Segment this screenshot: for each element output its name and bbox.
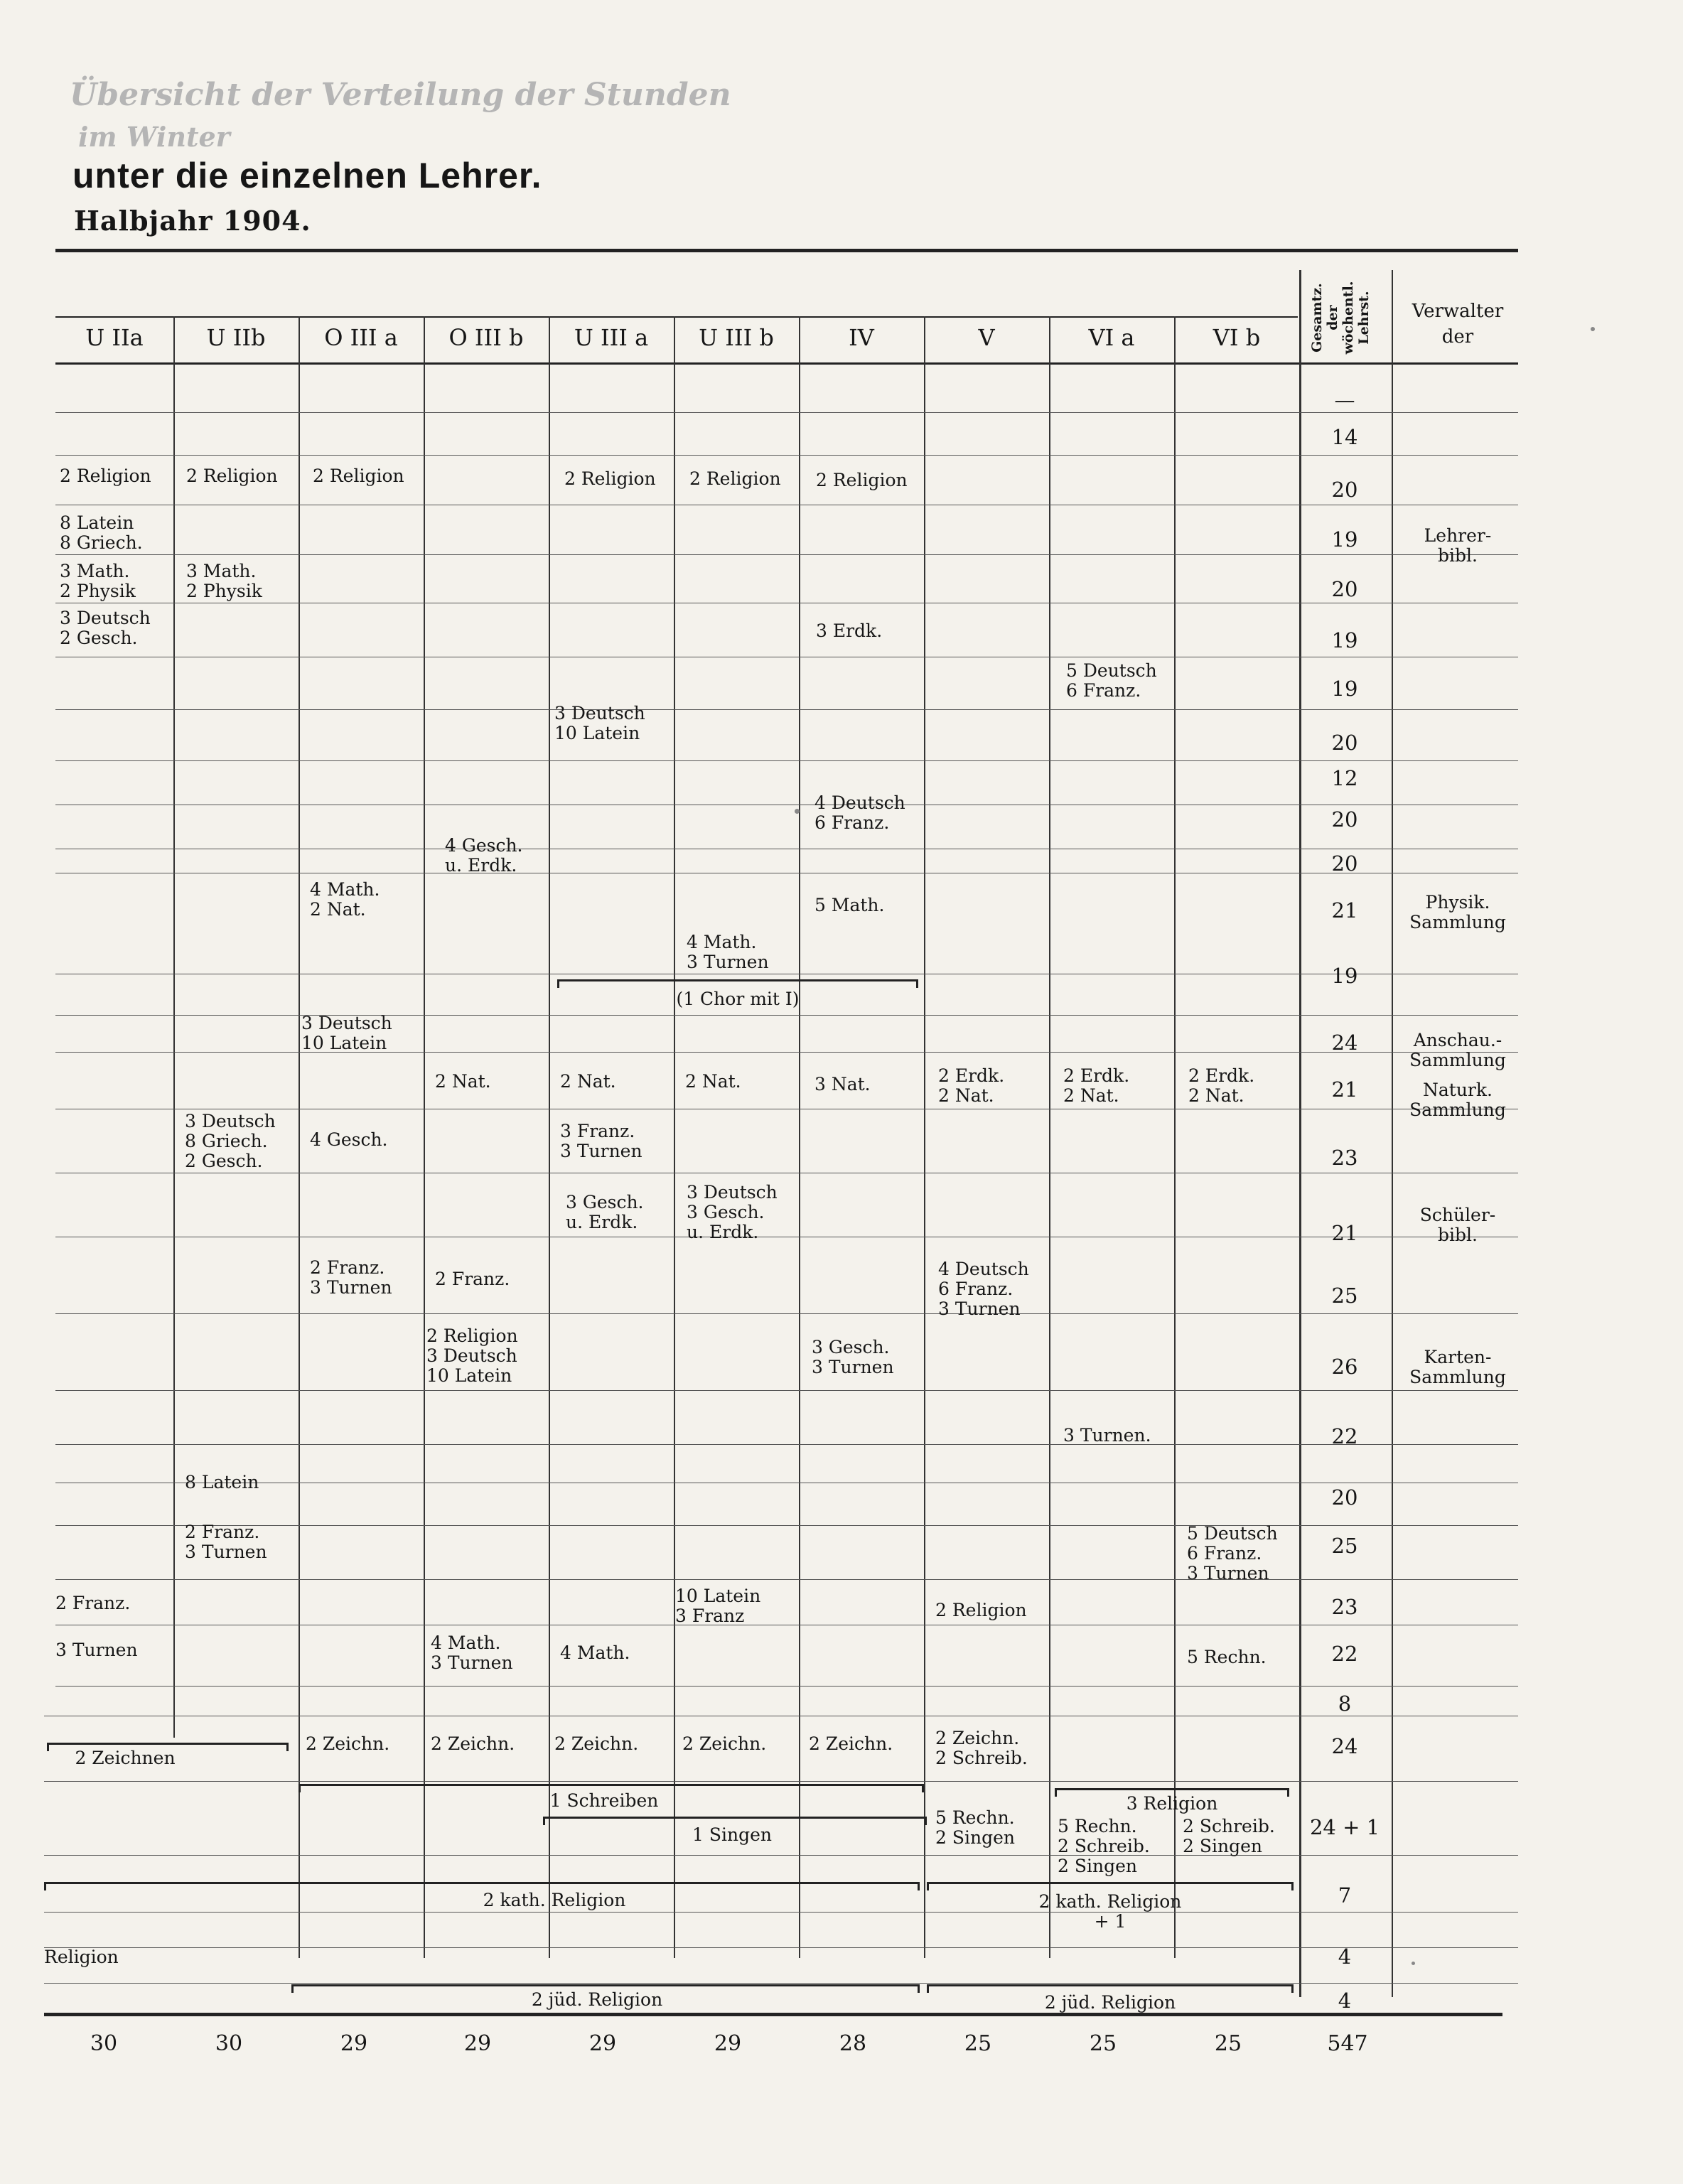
cell-r28c5: 2 Zeichn. xyxy=(554,1733,639,1754)
total-value: 25 xyxy=(1331,1284,1358,1308)
total-value: 20 xyxy=(1331,851,1358,876)
cell-r13c7: 5 Math. xyxy=(814,895,885,915)
col-header-u3a: U III a xyxy=(574,324,649,351)
cell-r19c5: 3 Gesch. u. Erdk. xyxy=(566,1192,644,1232)
sum-value: 29 xyxy=(340,2031,368,2056)
row-line xyxy=(55,1015,1518,1016)
cell-r12c4: 4 Gesch. u. Erdk. xyxy=(445,835,523,876)
verwalter-naturk: Naturk. Sammlung xyxy=(1409,1080,1506,1120)
cell-r18c3: 4 Gesch. xyxy=(310,1129,388,1150)
verwalter-schuelerbibl: Schüler- bibl. xyxy=(1419,1205,1496,1245)
col-line-5 xyxy=(674,316,675,1958)
cell-r17c9: 2 Erdk. 2 Nat. xyxy=(1063,1065,1130,1106)
col-header-o3b: O III b xyxy=(448,324,524,351)
cell-kath-right: 2 kath. Religion + 1 xyxy=(1038,1891,1182,1932)
cell-r13c3: 4 Math. 2 Nat. xyxy=(310,879,380,920)
brace-chor xyxy=(557,979,918,989)
row-line xyxy=(55,1444,1518,1445)
sum-rule xyxy=(44,2013,1502,2016)
cell-r18c2: 3 Deutsch 8 Griech. 2 Gesch. xyxy=(185,1111,276,1171)
cell-r28c8: 2 Zeichn. 2 Schreib. xyxy=(935,1728,1028,1768)
cell-r7c1: 3 Deutsch 2 Gesch. xyxy=(60,608,151,648)
scan-speck xyxy=(1412,1962,1415,1965)
cell-r26c5: 4 Math. xyxy=(560,1642,630,1663)
total-value: 19 xyxy=(1331,677,1358,701)
total-value: 21 xyxy=(1331,1221,1358,1245)
col-line-2 xyxy=(299,316,300,1958)
total-value: 12 xyxy=(1331,766,1358,790)
cell-r17c6: 2 Nat. xyxy=(685,1071,741,1092)
cell-r11c7: 4 Deutsch 6 Franz. xyxy=(814,792,905,833)
header-rule-top xyxy=(55,316,1298,318)
total-value: 19 xyxy=(1331,628,1358,652)
total-value: 21 xyxy=(1331,1077,1358,1102)
sum-value: 29 xyxy=(588,2031,617,2056)
cell-r25c1: 2 Franz. xyxy=(55,1593,131,1613)
cell-r17c4: 2 Nat. xyxy=(435,1071,491,1092)
cell-zeichnen-left: 2 Zeichnen xyxy=(75,1748,176,1768)
col-line-10 xyxy=(1299,270,1301,1997)
row-line xyxy=(44,1983,1518,1984)
cell-r4c6: 2 Religion xyxy=(689,468,781,489)
cell-r29c9: 5 Rechn. 2 Schreib. 2 Singen xyxy=(1058,1816,1150,1876)
scan-speck xyxy=(1591,327,1595,331)
total-value: 4 xyxy=(1338,1989,1352,2013)
sum-value: 30 xyxy=(90,2031,118,2056)
total-value: 25 xyxy=(1331,1534,1358,1558)
total-value: 24 xyxy=(1331,1031,1358,1055)
cell-r7c7: 3 Erdk. xyxy=(816,620,883,641)
cell-r26c4: 4 Math. 3 Turnen xyxy=(431,1632,513,1673)
cell-religion-3: 3 Religion xyxy=(1126,1793,1218,1814)
total-value: 22 xyxy=(1331,1424,1358,1448)
col-header-u3b: U III b xyxy=(699,324,774,351)
cell-r20c8: 4 Deutsch 6 Franz. 3 Turnen xyxy=(938,1259,1029,1319)
sum-value: 25 xyxy=(964,2031,992,2056)
row-line xyxy=(44,1855,1518,1856)
cell-r24c10: 5 Deutsch 6 Franz. 3 Turnen xyxy=(1187,1523,1278,1583)
col-line-7 xyxy=(924,316,925,1958)
col-line-11 xyxy=(1392,270,1393,1997)
total-value: 4 xyxy=(1338,1944,1352,1969)
total-value: 20 xyxy=(1331,807,1358,832)
cell-r28c6: 2 Zeichn. xyxy=(682,1733,767,1754)
verwalter-lehrerbibl: Lehrer- bibl. xyxy=(1424,525,1492,566)
cell-r6c1: 3 Math. 2 Physik xyxy=(60,561,136,601)
sum-value: 30 xyxy=(215,2031,243,2056)
cell-r17c7: 3 Nat. xyxy=(814,1074,871,1094)
cell-jued-right: 2 jüd. Religion xyxy=(1044,1992,1176,2013)
col-header-iv: IV xyxy=(849,324,874,351)
cell-r8c9: 5 Deutsch 6 Franz. xyxy=(1066,660,1157,701)
col-header-u2b: U IIb xyxy=(206,324,266,351)
row-line xyxy=(55,709,1518,710)
cell-r19c6: 3 Deutsch 3 Gesch. u. Erdk. xyxy=(687,1182,778,1242)
sum-value: 29 xyxy=(463,2031,492,2056)
cell-r9c5: 3 Deutsch 10 Latein xyxy=(554,703,645,743)
col-line-8 xyxy=(1049,316,1050,1958)
total-value: 20 xyxy=(1331,478,1358,502)
cell-r16c3: 3 Deutsch 10 Latein xyxy=(301,1013,392,1053)
page-subtitle: Halbjahr 1904. xyxy=(74,205,311,237)
brace-kath-right xyxy=(927,1882,1294,1891)
cell-schreiben: 1 Schreiben xyxy=(549,1790,659,1811)
total-value: 24 + 1 xyxy=(1309,1815,1380,1839)
cell-r21c7: 3 Gesch. 3 Turnen xyxy=(812,1337,894,1377)
total-value: 7 xyxy=(1338,1883,1352,1908)
col-header-o3a: O III a xyxy=(324,324,398,351)
cell-jued-left: 2 jüd. Religion xyxy=(531,1989,663,2010)
sum-value: 25 xyxy=(1089,2031,1117,2056)
row-line xyxy=(55,455,1518,456)
col-line-9 xyxy=(1174,316,1176,1958)
ghost-heading-2: im Winter xyxy=(78,121,230,153)
cell-singen: 1 Singen xyxy=(692,1824,772,1845)
cell-r4c2: 2 Religion xyxy=(186,466,278,486)
cell-r4c3: 2 Religion xyxy=(313,466,404,486)
total-value: — xyxy=(1334,388,1355,412)
sum-value: 547 xyxy=(1327,2031,1368,2056)
row-line xyxy=(55,1579,1518,1580)
total-value: 8 xyxy=(1338,1691,1352,1716)
cell-r22c9: 3 Turnen. xyxy=(1063,1425,1151,1446)
total-value: 20 xyxy=(1331,731,1358,755)
sum-value: 25 xyxy=(1214,2031,1242,2056)
total-value: 19 xyxy=(1331,964,1358,988)
ghost-heading-1: Übersicht der Verteilung der Stunden xyxy=(70,77,731,113)
row-line xyxy=(44,1912,1518,1913)
total-value: 21 xyxy=(1331,898,1358,922)
verwalter-karten: Karten- Sammlung xyxy=(1409,1347,1506,1387)
sum-value: 29 xyxy=(714,2031,742,2056)
total-value: 22 xyxy=(1331,1642,1358,1666)
cell-r26c10: 5 Rechn. xyxy=(1187,1647,1267,1667)
col-header-verwalter: Verwalter der xyxy=(1412,301,1504,348)
total-value: 23 xyxy=(1331,1146,1358,1170)
cell-r21c4: 2 Religion 3 Deutsch 10 Latein xyxy=(426,1325,518,1386)
page-title: unter die einzelnen Lehrer. xyxy=(72,156,542,195)
cell-r4c1: 2 Religion xyxy=(60,466,151,486)
cell-r6c2: 3 Math. 2 Physik xyxy=(186,561,262,601)
row-line xyxy=(44,1781,1518,1782)
row-line xyxy=(55,412,1518,413)
cell-chor: (1 Chor mit I) xyxy=(676,989,800,1009)
total-value: 19 xyxy=(1331,527,1358,552)
cell-r26c1: 3 Turnen xyxy=(55,1640,138,1660)
cell-r29c8: 5 Rechn. 2 Singen xyxy=(935,1807,1015,1848)
verwalter-anschau: Anschau.- Sammlung xyxy=(1409,1030,1506,1070)
cell-r25c6: 10 Latein 3 Franz xyxy=(675,1586,761,1626)
cell-r24c2: 2 Franz. 3 Turnen xyxy=(185,1522,267,1562)
cell-r17c8: 2 Erdk. 2 Nat. xyxy=(938,1065,1005,1106)
verwalter-physik: Physik. Sammlung xyxy=(1409,892,1506,932)
col-header-v: V xyxy=(978,324,995,351)
cell-r29c10: 2 Schreib. 2 Singen xyxy=(1183,1816,1275,1856)
cell-kath-left: 2 kath. Religion xyxy=(483,1890,626,1910)
col-header-u2a: U IIa xyxy=(85,324,144,351)
total-value: 23 xyxy=(1331,1595,1358,1619)
row-line xyxy=(55,1052,1518,1053)
total-value: 20 xyxy=(1331,577,1358,601)
total-value: 14 xyxy=(1331,425,1358,449)
cell-r17c5: 2 Nat. xyxy=(560,1071,616,1092)
row-line xyxy=(55,1525,1518,1526)
row-line xyxy=(55,1390,1518,1391)
cell-r23c2: 8 Latein xyxy=(185,1472,259,1492)
cell-r28c7: 2 Zeichn. xyxy=(809,1733,893,1754)
cell-r28c4: 2 Zeichn. xyxy=(431,1733,515,1754)
col-line-3 xyxy=(424,316,425,1958)
row-line xyxy=(55,1313,1518,1314)
col-header-total: Gesamtz. der wöchentl. Lehrst. xyxy=(1309,281,1372,355)
col-line-1 xyxy=(173,316,175,1738)
row-line xyxy=(44,1947,1518,1948)
cell-r20c4: 2 Franz. xyxy=(435,1269,510,1289)
cell-r4c5: 2 Religion xyxy=(564,468,656,489)
row-line xyxy=(55,554,1518,555)
col-line-4 xyxy=(549,316,550,1958)
cell-r18c5: 3 Franz. 3 Turnen xyxy=(560,1121,642,1161)
cell-r25c8: 2 Religion xyxy=(935,1600,1027,1620)
cell-religion-left: Religion xyxy=(44,1947,119,1967)
col-line-6 xyxy=(799,316,800,1958)
scan-speck xyxy=(795,809,800,814)
total-value: 20 xyxy=(1331,1485,1358,1510)
row-line xyxy=(55,760,1518,761)
cell-r17c10: 2 Erdk. 2 Nat. xyxy=(1188,1065,1255,1106)
col-header-vib: VI b xyxy=(1212,324,1261,351)
cell-r4c7: 2 Religion xyxy=(816,470,908,490)
col-header-via: VI a xyxy=(1088,324,1135,351)
cell-r14c6: 4 Math. 3 Turnen xyxy=(687,932,769,972)
row-line xyxy=(55,1686,1518,1687)
total-value: 26 xyxy=(1331,1355,1358,1379)
sum-value: 28 xyxy=(839,2031,867,2056)
cell-r5c1: 8 Latein 8 Griech. xyxy=(60,512,143,553)
cell-r20c3: 2 Franz. 3 Turnen xyxy=(310,1257,392,1298)
total-value: 24 xyxy=(1331,1734,1358,1758)
top-rule xyxy=(55,249,1518,252)
cell-r28c3: 2 Zeichn. xyxy=(306,1733,390,1754)
